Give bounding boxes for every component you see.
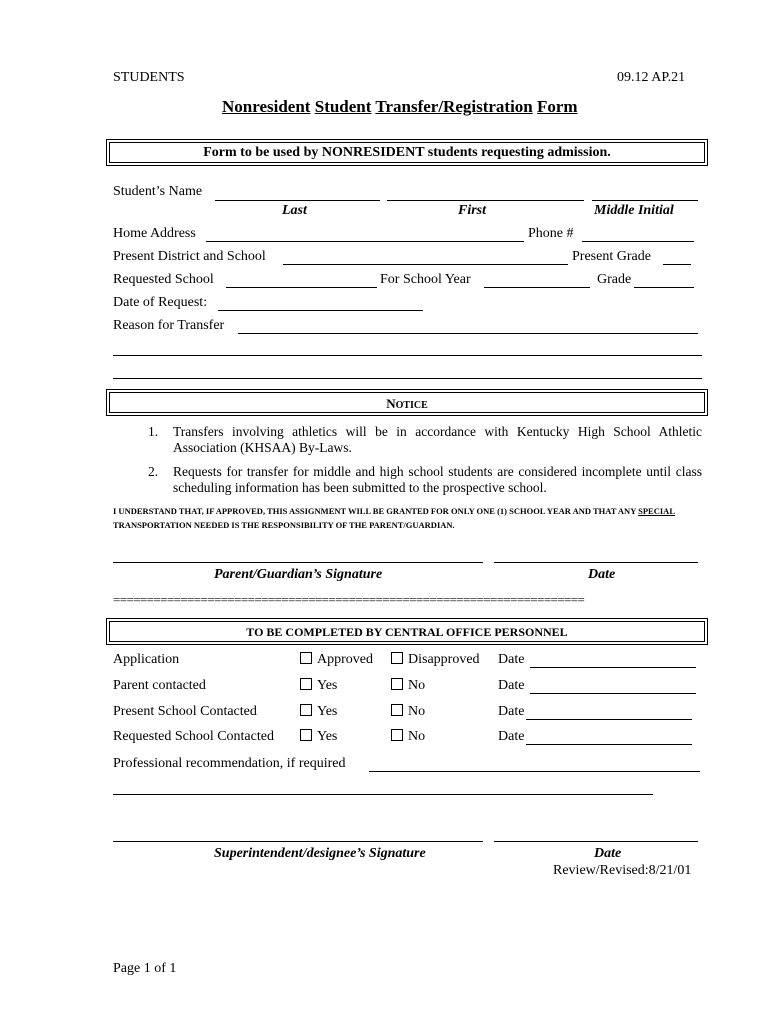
understanding-text: I UNDERSTAND THAT, IF APPROVED, THIS ASSIGNMENT WILL BE GRANTED FOR ONLY ONE (1) SCHOOL YEAR AND THAT ANY (113, 506, 639, 516)
parent-signature-caption: Parent/Guardian’s Signature (214, 567, 383, 582)
approved-checkbox[interactable] (300, 652, 312, 664)
present-grade-field[interactable] (663, 264, 691, 265)
present-no-option[interactable] (391, 704, 425, 720)
application-date-field[interactable] (530, 667, 696, 668)
review-revised: Review/Revised:8/21/01 (553, 863, 692, 878)
present-district-field[interactable] (283, 264, 568, 265)
superintendent-signature-caption: Superintendent/designee’s Signature (214, 846, 426, 861)
grade-label: Grade (597, 272, 632, 287)
parent-no-checkbox[interactable] (391, 678, 403, 690)
title-word: Transfer/Registration (375, 97, 533, 116)
present-school-date-field[interactable] (526, 719, 692, 720)
approved-option[interactable] (300, 652, 373, 668)
application-date-label: Date (498, 652, 525, 667)
professional-recommendation-field[interactable] (369, 771, 700, 772)
present-yes-option[interactable] (300, 704, 337, 720)
reason-field-line3[interactable] (113, 378, 702, 379)
parent-no-option[interactable] (391, 678, 425, 694)
requested-no-checkbox[interactable] (391, 729, 403, 741)
application-label: Application (113, 652, 180, 667)
yes-label: Yes (317, 678, 338, 693)
present-grade-label: Present Grade (572, 249, 651, 264)
professional-recommendation-label: Professional recommendation, if required (113, 756, 346, 771)
separator: ====================================================================== (113, 592, 585, 607)
no-label: No (408, 704, 426, 719)
date-of-request-label: Date of Request: (113, 295, 208, 310)
notice-item-number: 2. (148, 464, 159, 479)
disapproved-label: Disapproved (408, 652, 480, 667)
intro-box: Form to be used by NONRESIDENT students requesting admission. (106, 139, 708, 166)
home-address-label: Home Address (113, 226, 196, 241)
yes-label: Yes (317, 729, 338, 744)
office-box: TO BE COMPLETED BY CENTRAL OFFICE PERSONNEL (106, 618, 708, 645)
reason-field-line2[interactable] (113, 355, 702, 356)
present-school-contacted-label: Present School Contacted (113, 704, 257, 719)
notice-item (148, 424, 702, 456)
school-year-field[interactable] (484, 287, 590, 288)
yes-label: Yes (317, 704, 338, 719)
parent-date-caption: Date (588, 567, 616, 582)
home-address-field[interactable] (206, 241, 524, 242)
middle-initial-field[interactable] (592, 200, 698, 201)
notice-box (106, 389, 708, 416)
title-word: Student (314, 97, 372, 116)
parent-date-field[interactable] (494, 562, 698, 563)
first-name-field[interactable] (387, 200, 584, 201)
parent-signature-field[interactable] (113, 562, 483, 563)
parent-yes-option[interactable] (300, 678, 337, 694)
understanding-text-2: TRANSPORTATION NEEDED IS THE RESPONSIBILITY OF THE PARENT/GUARDIAN. (113, 520, 455, 530)
superintendent-signature-field[interactable] (113, 841, 483, 842)
notice-title-rest: OTICE (395, 400, 428, 411)
parent-contacted-date-label: Date (498, 678, 525, 693)
grade-field[interactable] (634, 287, 694, 288)
superintendent-date-caption: Date (594, 846, 622, 861)
requested-school-date-label: Date (498, 729, 525, 744)
notice-item-text: Requests for transfer for middle and high school students are considered incomplete until class scheduling information has been submitted to the prospective school. (173, 464, 702, 495)
reason-label: Reason for Transfer (113, 318, 225, 333)
title-word: Form (537, 97, 578, 116)
students-name-label: Student’s Name (113, 184, 203, 199)
header-right: 09.12 AP.21 (617, 70, 686, 85)
understanding-special: SPECIAL (638, 506, 675, 516)
no-label: No (408, 678, 426, 693)
requested-yes-option[interactable] (300, 729, 337, 745)
present-yes-checkbox[interactable] (300, 704, 312, 716)
parent-contacted-label: Parent contacted (113, 678, 206, 693)
requested-school-date-field[interactable] (526, 744, 692, 745)
notice-title-initial: N (386, 396, 396, 411)
reason-field[interactable] (238, 333, 698, 334)
form-title (222, 97, 578, 117)
approved-label: Approved (317, 652, 373, 667)
requested-school-field[interactable] (226, 287, 377, 288)
understanding-statement (113, 504, 703, 532)
professional-recommendation-line2[interactable] (113, 794, 653, 795)
requested-yes-checkbox[interactable] (300, 729, 312, 741)
header-left: STUDENTS (113, 70, 185, 85)
middle-initial-caption: Middle Initial (594, 203, 674, 218)
first-caption: First (458, 203, 487, 218)
parent-yes-checkbox[interactable] (300, 678, 312, 690)
no-label: No (408, 729, 426, 744)
notice-item (148, 464, 702, 496)
phone-field[interactable] (582, 241, 694, 242)
title-word: Nonresident (222, 97, 311, 116)
phone-label: Phone # (528, 226, 574, 241)
superintendent-date-field[interactable] (494, 841, 698, 842)
notice-item-text: Transfers involving athletics will be in accordance with Kentucky High School Athletic Association (KHSAA) By-Laws. (173, 424, 702, 455)
disapproved-option[interactable] (391, 652, 480, 668)
disapproved-checkbox[interactable] (391, 652, 403, 664)
present-no-checkbox[interactable] (391, 704, 403, 716)
requested-school-label: Requested School (113, 272, 214, 287)
notice-item-number: 1. (148, 424, 159, 439)
last-caption: Last (282, 203, 307, 218)
date-of-request-field[interactable] (218, 310, 423, 311)
parent-contacted-date-field[interactable] (530, 693, 696, 694)
school-year-label: For School Year (380, 272, 471, 287)
page-number: Page 1 of 1 (113, 961, 177, 976)
last-name-field[interactable] (215, 200, 380, 201)
requested-no-option[interactable] (391, 729, 425, 745)
present-district-label: Present District and School (113, 249, 266, 264)
requested-school-contacted-label: Requested School Contacted (113, 729, 274, 744)
present-school-date-label: Date (498, 704, 525, 719)
